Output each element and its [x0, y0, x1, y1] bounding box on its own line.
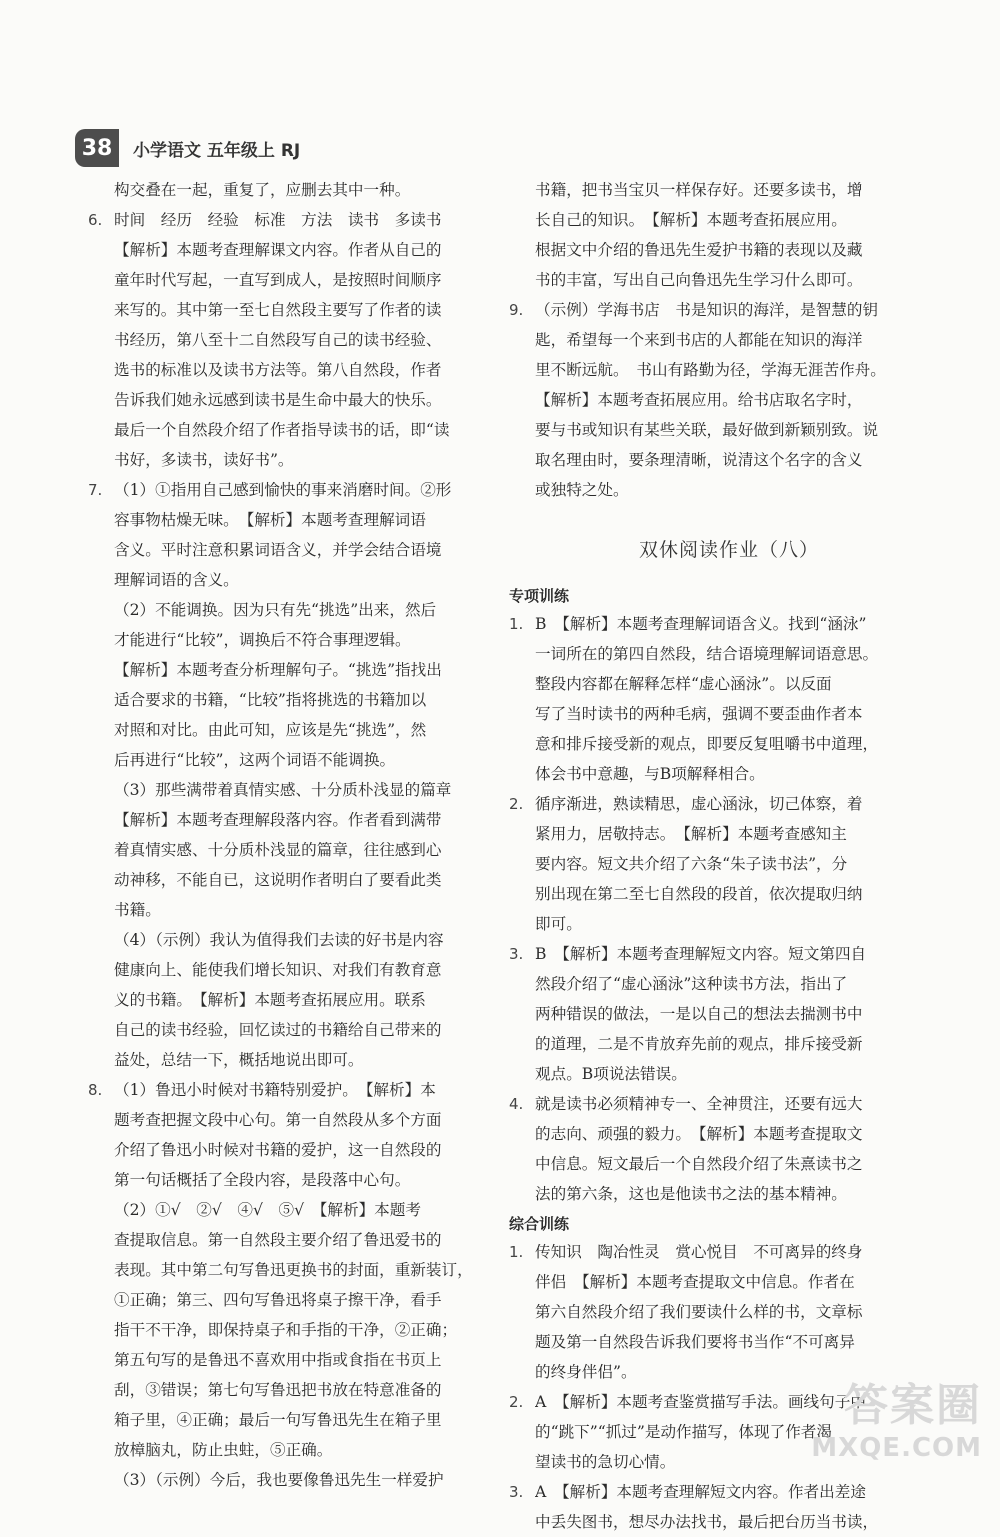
- answer-line: 一词所在的第四自然段，结合语境理解词语意思。: [535, 645, 879, 663]
- answer-line: 的终身伴侣”。: [535, 1363, 637, 1381]
- answer-item: [88, 1075, 488, 1495]
- answer-number: 2.: [509, 1393, 524, 1411]
- answer-number: 7.: [88, 481, 103, 499]
- answer-line: 【解析】本题考查分析理解句子。“挑选”指找出: [114, 661, 442, 679]
- answer-line: 的道理，二是不肯放弃先前的观点，排斥接受新: [535, 1035, 863, 1053]
- answer-line: 题及第一自然段告诉我们要将书当作“不可离异: [535, 1333, 855, 1351]
- answer-line: 整段内容都在解释怎样“虚心涵泳”。以反面: [535, 675, 832, 693]
- answer-line: 取名理由时，要条理清晰，说清这个名字的含义: [535, 451, 863, 469]
- answer-line: 构交叠在一起，重复了，应删去其中一种。: [114, 181, 411, 199]
- answer-item: [88, 205, 488, 475]
- answer-number: 3.: [509, 1483, 524, 1501]
- answer-number: 1.: [509, 615, 524, 633]
- answer-line: 时间 经历 经验 标准 方法 读书 多读书: [114, 211, 442, 229]
- answer-line: 义的书籍。 【解析】本题考查拓展应用。联系: [114, 991, 426, 1009]
- answer-line: 要与书或知识有某些关联，最好做到新颖别致。说: [535, 421, 879, 439]
- answer-line: （4）（示例）我认为值得我们去读的好书是内容: [114, 931, 444, 949]
- answer-item: [509, 1237, 909, 1387]
- answer-line: 书籍。: [114, 901, 161, 919]
- answer-item: [88, 475, 488, 1075]
- subhead-special-training: 专项训练: [509, 587, 570, 605]
- answer-item: [509, 789, 909, 939]
- answer-line: 第一句话概括了全段内容，是段落中心句。: [114, 1171, 411, 1189]
- answer-line: 放樟脑丸，防止虫蛀，⑤正确。: [114, 1441, 333, 1459]
- answer-line: 伴侣 【解析】本题考查提取文中信息。作者在: [535, 1273, 855, 1291]
- answer-line: （示例）学海书店 书是知识的海洋，是智慧的钥: [535, 301, 879, 319]
- answer-item: [509, 1477, 909, 1537]
- answer-line: 益处，总结一下，概括地说出即可。: [114, 1051, 364, 1069]
- answer-line: 才能进行“比较”，调换后不符合事理逻辑。: [114, 631, 411, 649]
- answer-line: 题考查把握文段中心句。第一自然段从多个方面: [114, 1111, 442, 1129]
- answer-line: ①正确；第三、四句写鲁迅将桌子擦干净，看手: [114, 1291, 442, 1309]
- answer-item: [509, 609, 909, 789]
- watermark: [811, 1369, 982, 1463]
- answer-line: 着真情实感、十分质朴浅显的篇章，往往感到心: [114, 841, 442, 859]
- answer-line: 就是读书必须精神专一、全神贯注，还要有远大: [535, 1095, 863, 1113]
- watermark-url: MXQE.COM: [811, 1433, 982, 1463]
- answer-line: 理解词语的含义。: [114, 571, 239, 589]
- answer-line: 第五句写的是鲁迅不喜欢用中指或食指在书页上: [114, 1351, 442, 1369]
- answer-line: 的“跳下”“抓过”是动作描写，体现了作者渴: [535, 1423, 832, 1441]
- answer-line: B 【解析】本题考查理解词语含义。找到“涵泳”: [535, 615, 867, 633]
- page-header: [75, 128, 300, 168]
- answer-line: 望读书的急切心情。: [535, 1453, 676, 1471]
- answer-line: （1）鲁迅小时候对书籍特别爱护。 【解析】本: [114, 1081, 436, 1099]
- answer-line: 介绍了鲁迅小时候对书籍的爱护，这一自然段的: [114, 1141, 442, 1159]
- answer-line: （3）（示例）今后，我也要像鲁迅先生一样爱护: [114, 1471, 444, 1489]
- answer-line: 传知识 陶冶性灵 赏心悦目 不可离异的终身: [535, 1243, 863, 1261]
- answer-line: 告诉我们她永远感到读书是生命中最大的快乐。: [114, 391, 442, 409]
- answer-line: 书经历，第八至十二自然段写自己的读书经验、: [114, 331, 442, 349]
- answer-line: 【解析】本题考查理解课文内容。作者从自己的: [114, 241, 442, 259]
- book-title: 小学语文 五年级上 RJ: [133, 140, 301, 161]
- answer-line: 书的丰富，写出自己向鲁迅先生学习什么即可。: [535, 271, 863, 289]
- answer-line: 匙，希望每一个来到书店的人都能在知识的海洋: [535, 331, 863, 349]
- answer-line: 【解析】本题考查理解段落内容。作者看到满带: [114, 811, 442, 829]
- answer-item: [509, 939, 909, 1089]
- answer-line: 或独特之处。: [535, 481, 629, 499]
- answer-number: 4.: [509, 1095, 524, 1113]
- answer-line: 循序渐进，熟读精思，虚心涵泳，切己体察，着: [535, 795, 863, 813]
- answer-line: 观点。B项说法错误。: [535, 1065, 687, 1083]
- answer-line: 指干不干净，即保持桌子和手指的干净，②正确；: [114, 1321, 458, 1339]
- answer-line: 书籍，把书当宝贝一样保存好。还要多读书，增: [535, 181, 863, 199]
- subhead-comprehensive-training: 综合训练: [509, 1215, 570, 1233]
- answer-number: 9.: [509, 301, 524, 319]
- answer-line: 别出现在第二至七自然段的段首，依次提取归纳: [535, 885, 863, 903]
- answer-item: [509, 295, 909, 505]
- answer-line: 【解析】本题考查拓展应用。给书店取名字时，: [535, 391, 863, 409]
- right-column: [509, 175, 909, 1537]
- answer-line: 里不断远航。 书山有路勤为径，学海无涯苦作舟。: [535, 361, 886, 379]
- watermark-logo-text: 答案圈: [844, 1380, 982, 1431]
- answer-line: 刮，③错误；第七句写鲁迅把书放在特意准备的: [114, 1381, 442, 1399]
- answer-line: 写了当时读书的两种毛病，强调不要歪曲作者本: [535, 705, 863, 723]
- answer-line: 箱子里，④正确；最后一句写鲁迅先生在箱子里: [114, 1411, 442, 1429]
- answer-line: 然段介绍了“虚心涵泳”这种读书方法，指出了: [535, 975, 848, 993]
- answer-line: （2）①√ ②√ ④√ ⑤√ 【解析】本题考: [114, 1201, 421, 1219]
- answer-line: 的志向、顽强的毅力。 【解析】本题考查提取文: [535, 1125, 863, 1143]
- answer-number: 3.: [509, 945, 524, 963]
- answer-number: 8.: [88, 1081, 103, 1099]
- answer-line: 长自己的知识。 【解析】本题考查拓展应用。: [535, 211, 847, 229]
- answer-line: 中信息。短文最后一个自然段介绍了朱熹读书之: [535, 1155, 863, 1173]
- answer-number: 1.: [509, 1243, 524, 1261]
- answer-line: 含义。平时注意积累词语含义，并学会结合语境: [114, 541, 442, 559]
- answer-line: 两种错误的做法，一是以自己的想法去揣测书中: [535, 1005, 863, 1023]
- answer-number: 2.: [509, 795, 524, 813]
- answer-line: 来写的。其中第一至七自然段主要写了作者的读: [114, 301, 442, 319]
- answer-line: 要内容。短文共介绍了六条“朱子读书法”，分: [535, 855, 848, 873]
- answer-line: 法的第六条，这也是他读书之法的基本精神。: [535, 1185, 847, 1203]
- answer-line: （1）①指用自己感到愉快的事来消磨时间。②形: [114, 481, 452, 499]
- page-number-badge: 38: [75, 129, 119, 167]
- answer-line: 童年时代写起，一直写到成人，是按照时间顺序: [114, 271, 442, 289]
- answer-line: A 【解析】本题考查鉴赏描写手法。画线句子中: [535, 1393, 866, 1411]
- answer-line: 根据文中介绍的鲁迅先生爱护书籍的表现以及藏: [535, 241, 863, 259]
- answer-line: 中丢失图书，想尽办法找书，最后把台历当书读，: [535, 1513, 879, 1531]
- answer-line: 后再进行“比较”，这两个词语不能调换。: [114, 751, 396, 769]
- section-title: 双休阅读作业（八）: [638, 539, 819, 561]
- answer-line: 书好，多读书，读好书”。: [114, 451, 294, 469]
- right-top-answers: [509, 175, 909, 505]
- answer-number: 6.: [88, 211, 103, 229]
- answer-item: [509, 1089, 909, 1209]
- answer-item: [509, 175, 909, 295]
- special-training-answers: [509, 609, 909, 1209]
- answer-line: A 【解析】本题考查理解短文内容。作者出差途: [535, 1483, 866, 1501]
- answer-line: B 【解析】本题考查理解短文内容。短文第四自: [535, 945, 867, 963]
- answer-item: [88, 175, 488, 205]
- answer-line: 选书的标准以及读书方法等。第八自然段，作者: [114, 361, 442, 379]
- answer-line: 对照和对比。由此可知，应该是先“挑选”，然: [114, 721, 427, 739]
- answer-line: 动神移，不能自已，这说明作者明白了要看此类: [114, 871, 442, 889]
- answer-line: 体会书中意趣，与B项解释相合。: [535, 765, 765, 783]
- left-column: [88, 175, 488, 1495]
- answer-line: 容事物枯燥无味。 【解析】本题考查理解词语: [114, 511, 426, 529]
- answer-line: 适合要求的书籍，“比较”指将挑选的书籍加以: [114, 691, 427, 709]
- answer-line: 意和排斥接受新的观点，即要反复咀嚼书中道理，: [535, 735, 879, 753]
- answer-line: （2）不能调换。因为只有先“挑选”出来，然后: [114, 601, 437, 619]
- answer-line: 查提取信息。第一自然段主要介绍了鲁迅爱书的: [114, 1231, 442, 1249]
- answer-line: 表现。其中第二句写鲁迅更换书的封面，重新装订，: [114, 1261, 473, 1279]
- answer-line: 自己的读书经验，回忆读过的书籍给自己带来的: [114, 1021, 442, 1039]
- answer-line: 健康向上、能使我们增长知识、对我们有教育意: [114, 961, 442, 979]
- answer-line: （3）那些满带着真情实感、十分质朴浅显的篇章: [114, 781, 452, 799]
- answer-line: 第六自然段介绍了我们要读什么样的书，文章标: [535, 1303, 863, 1321]
- answer-line: 最后一个自然段介绍了作者指导读书的话，即“读: [114, 421, 450, 439]
- answer-line: 紧用力，居敬持志。 【解析】本题考查感知主: [535, 825, 847, 843]
- answer-line: 即可。: [535, 915, 582, 933]
